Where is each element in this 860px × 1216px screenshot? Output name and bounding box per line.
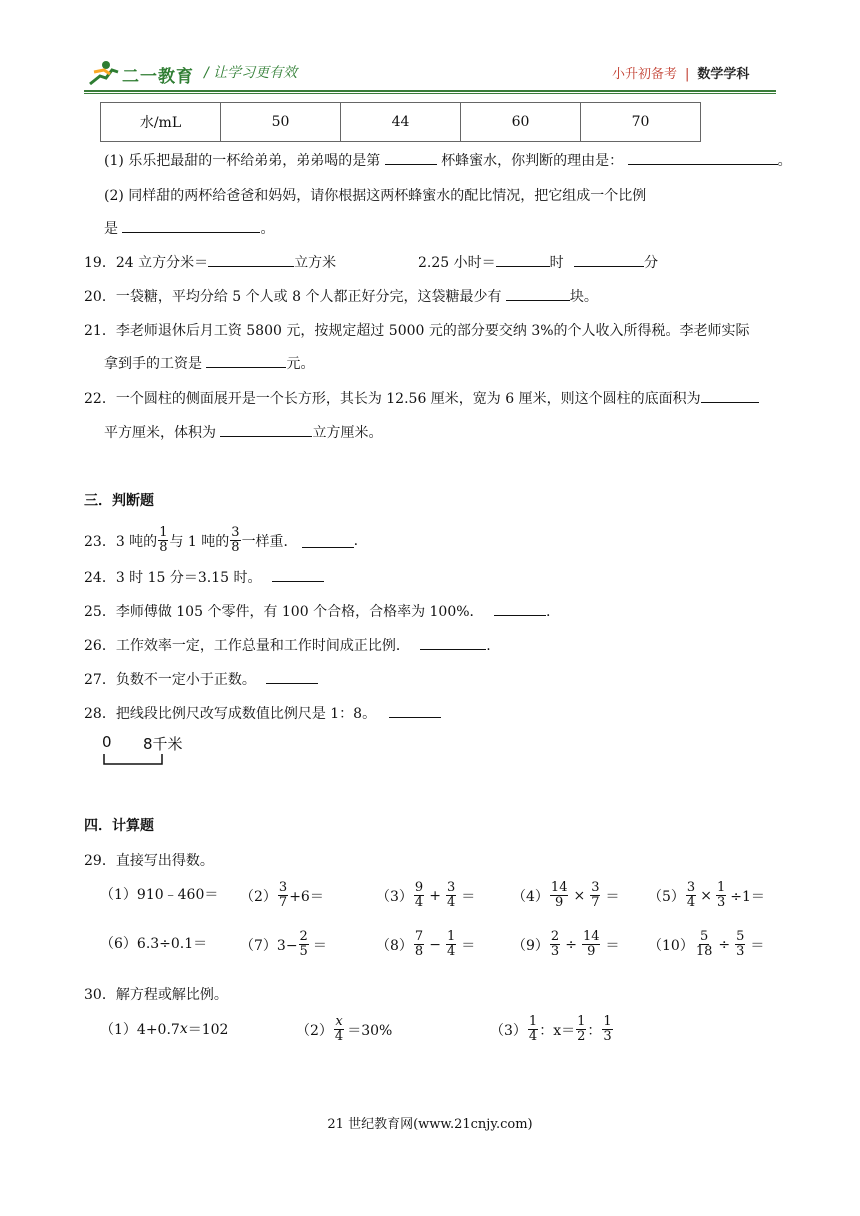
calc-item-4 xyxy=(512,881,619,910)
numerator: 1 xyxy=(446,929,456,944)
fraction xyxy=(414,881,424,910)
question-number: 21． xyxy=(84,323,116,339)
variable: x xyxy=(179,1021,188,1037)
q22-text-b: 平方厘米，体积为 xyxy=(104,425,216,441)
numerator: 5 xyxy=(736,929,745,944)
operator: ÷ xyxy=(565,936,577,953)
item-rest: ＝ xyxy=(605,888,620,905)
denominator: 2 xyxy=(577,1029,586,1044)
question-24 xyxy=(84,567,324,587)
numerator: 3 xyxy=(591,880,600,895)
item-label: （2） xyxy=(240,888,277,905)
question-25 xyxy=(84,601,550,621)
item-label: （8） xyxy=(376,937,413,954)
fraction xyxy=(735,930,745,959)
answer-blank[interactable] xyxy=(628,150,778,165)
calc-item-5 xyxy=(648,881,765,910)
question-number: 30． xyxy=(84,987,116,1003)
numerator: 1 xyxy=(577,1014,586,1029)
q23-text-b: 与 1 吨的 xyxy=(169,533,230,550)
q18-end2: 。 xyxy=(260,221,275,237)
q19-text-b: 立方米 xyxy=(294,255,337,271)
question-number: 23． xyxy=(84,533,116,550)
denominator: 18 xyxy=(695,944,713,959)
answer-blank[interactable] xyxy=(506,286,570,301)
question-number: 29． xyxy=(84,853,116,869)
numerator: 9 xyxy=(414,880,424,895)
numerator: x xyxy=(335,1014,343,1029)
question-number: 19． xyxy=(84,255,116,271)
honey-water-table xyxy=(100,102,701,142)
scale-bar xyxy=(100,733,200,773)
denominator: 4 xyxy=(414,895,424,910)
answer-blank[interactable] xyxy=(389,703,441,718)
denominator: 4 xyxy=(334,1029,344,1044)
question-number: 27． xyxy=(84,672,116,688)
q30-text: 解方程或解比例。 xyxy=(115,987,228,1003)
q20-text-a: 一袋糖，平均分给 5 个人或 8 个人都正好分完，这袋糖最少有 xyxy=(115,289,502,305)
item-middle: ：x＝ xyxy=(539,1022,576,1039)
q21-text-c: 元。 xyxy=(286,356,315,372)
numerator: 3 xyxy=(686,880,696,895)
denominator: 3 xyxy=(716,895,726,910)
fraction xyxy=(602,1015,612,1044)
question-26 xyxy=(84,635,491,655)
operator: − xyxy=(429,936,441,953)
question-number: 25． xyxy=(84,604,116,620)
item-label: （9） xyxy=(512,937,549,954)
question-20 xyxy=(84,286,598,306)
question-number: 24． xyxy=(84,570,116,586)
equation-2 xyxy=(296,1015,392,1044)
header-right xyxy=(612,63,749,82)
denominator: 3 xyxy=(603,1029,612,1044)
calc-item-2 xyxy=(240,881,324,910)
ratio-colon: ： xyxy=(587,1022,602,1039)
question-number: 28． xyxy=(84,706,116,722)
q18-part2-b xyxy=(104,218,274,238)
denominator: 3 xyxy=(736,944,745,959)
question-number: 20． xyxy=(84,289,116,305)
denominator: 8 xyxy=(231,540,240,555)
item-rest: ＝ xyxy=(750,937,765,954)
equation-1 xyxy=(100,1019,228,1039)
numerator: 1 xyxy=(528,1014,538,1029)
q23-end: . xyxy=(353,532,359,549)
denominator: 8 xyxy=(414,944,424,959)
q18-text-b: 杯蜂蜜水，你判断的理由是： xyxy=(441,153,624,169)
answer-blank[interactable] xyxy=(574,252,644,267)
question-23 xyxy=(84,526,358,555)
fraction xyxy=(528,1015,538,1044)
numerator: 1 xyxy=(159,525,168,540)
item-label: （2） xyxy=(296,1022,333,1039)
q22-text-c: 立方厘米。 xyxy=(312,425,383,441)
operator: × xyxy=(573,887,586,904)
item-rest: ＝ xyxy=(605,937,620,954)
calc-item-3 xyxy=(376,881,475,910)
question-22 xyxy=(84,388,759,408)
item-label: （10） xyxy=(648,937,694,954)
numerator: 14 xyxy=(550,880,568,895)
item-rest: ＝ xyxy=(312,937,327,954)
answer-blank[interactable] xyxy=(302,533,354,548)
answer-blank[interactable] xyxy=(494,601,546,616)
question-30 xyxy=(84,984,228,1004)
question-21 xyxy=(84,320,750,340)
numerator: 3 xyxy=(278,880,288,895)
equation-3 xyxy=(490,1015,614,1044)
table-cell: 44 xyxy=(341,103,461,142)
q25-end: . xyxy=(546,604,551,620)
table-cell: 60 xyxy=(461,103,581,142)
calc-item-8 xyxy=(376,930,475,959)
fraction xyxy=(576,1015,586,1044)
q26-text: 工作效率一定，工作总量和工作时间成正比例． xyxy=(115,638,410,654)
answer-blank[interactable] xyxy=(496,252,550,267)
table-row xyxy=(101,103,701,142)
scale-zero: 0 xyxy=(102,733,112,751)
scale-line-icon xyxy=(100,753,170,767)
calc-item-7 xyxy=(240,930,327,959)
section-title: 三．判断题 xyxy=(84,493,154,509)
header-divider-thin xyxy=(84,93,776,94)
fraction xyxy=(446,881,456,910)
denominator: 4 xyxy=(446,895,456,910)
denominator: 7 xyxy=(591,895,600,910)
fraction xyxy=(716,881,726,910)
fraction xyxy=(230,526,240,555)
item-rest: ÷1＝ xyxy=(730,888,765,905)
denominator: 3 xyxy=(550,944,560,959)
q21-text-a: 李老师退休后月工资 5800 元，按规定超过 5000 元的部分要交纳 3%的个人收入所得税。李老师实际 xyxy=(115,323,750,339)
numerator: 7 xyxy=(414,929,424,944)
answer-blank[interactable] xyxy=(420,635,486,650)
table-cell-label: 水/mL xyxy=(101,103,221,142)
answer-blank[interactable] xyxy=(208,252,294,267)
fraction xyxy=(414,930,424,959)
q22-text-a: 一个圆柱的侧面展开是一个长方形，其长为 12.56 厘米，宽为 6 厘米，则这个圆柱的底面积为 xyxy=(115,391,701,407)
q18-text-d: 是 xyxy=(104,221,118,237)
q18-part2 xyxy=(104,185,646,205)
answer-blank[interactable] xyxy=(385,150,437,165)
fraction xyxy=(158,526,168,555)
item-rest: ＝102 xyxy=(187,1022,229,1038)
item-label: （4） xyxy=(512,888,549,905)
fraction xyxy=(446,930,456,959)
q21-text-b: 拿到手的工资是 xyxy=(104,356,202,372)
denominator: 8 xyxy=(159,540,168,555)
item-label: （5） xyxy=(648,888,685,905)
numerator: 3 xyxy=(231,525,240,540)
answer-blank[interactable] xyxy=(701,388,759,403)
slogan: / 让学习更有效 xyxy=(204,65,298,81)
question-27 xyxy=(84,669,318,689)
q19-text-a: 24 立方分米＝ xyxy=(115,255,209,271)
answer-blank[interactable] xyxy=(206,353,286,368)
header-separator: | xyxy=(685,67,690,82)
question-21-b xyxy=(104,353,314,373)
numerator: 2 xyxy=(550,929,560,944)
denominator: 9 xyxy=(555,895,564,910)
exam-tag: 小升初备考 xyxy=(612,67,678,82)
fraction xyxy=(582,930,601,959)
item-label: （3） xyxy=(490,1022,527,1039)
numerator: 2 xyxy=(299,929,308,944)
numerator: 5 xyxy=(699,929,709,944)
question-number: 22． xyxy=(84,391,116,407)
page-footer: 21 世纪教育网(www.21cnjy.com) xyxy=(327,1117,533,1132)
denominator: 7 xyxy=(278,895,288,910)
fraction xyxy=(550,930,560,959)
operator: + xyxy=(429,887,441,904)
operator: ÷ xyxy=(718,936,731,953)
fraction xyxy=(550,881,569,910)
q28-text: 把线段比例尺改写成数值比例尺是 1：8。 xyxy=(115,706,377,722)
q18-text-c: (2) 同样甜的两杯给爸爸和妈妈，请你根据这两杯蜂蜜水的配比情况，把它组成一个比例 xyxy=(104,188,647,204)
denominator: 4 xyxy=(446,944,456,959)
table-cell: 70 xyxy=(581,103,701,142)
item-label: （3） xyxy=(376,888,413,905)
question-19-b xyxy=(418,252,658,272)
fraction xyxy=(590,881,600,910)
q25-text: 李师傅做 105 个零件，有 100 个合格，合格率为 100%． xyxy=(115,604,484,620)
fraction xyxy=(695,930,714,959)
question-22-b xyxy=(104,422,382,442)
item-label: （1）4+0.7 xyxy=(100,1022,180,1038)
section-title: 四．计算题 xyxy=(84,818,154,834)
answer-blank[interactable] xyxy=(272,567,324,582)
fraction xyxy=(278,881,288,910)
numerator: 3 xyxy=(446,880,456,895)
q27-text: 负数不一定小于正数。 xyxy=(115,672,256,688)
q18-end: 。 xyxy=(777,153,792,169)
item-rest: ＝ xyxy=(461,937,476,954)
q19-text-d: 时 xyxy=(549,255,564,271)
q18-part1 xyxy=(104,150,792,170)
scale-label: 8千米 xyxy=(143,735,183,753)
answer-blank[interactable] xyxy=(122,218,260,233)
denominator: 5 xyxy=(299,944,308,959)
answer-blank[interactable] xyxy=(266,669,318,684)
denominator: 9 xyxy=(587,944,596,959)
fraction xyxy=(686,881,696,910)
item-label: （7）3− xyxy=(240,937,298,954)
item-rest: ＝ xyxy=(461,888,476,905)
numerator: 1 xyxy=(603,1014,612,1029)
question-number: 26． xyxy=(84,638,116,654)
question-28 xyxy=(84,703,441,723)
question-29 xyxy=(84,850,214,870)
q23-text-a: 3 吨的 xyxy=(115,533,158,550)
q18-text-a: (1) 乐乐把最甜的一杯给弟弟，弟弟喝的是第 xyxy=(104,153,381,169)
answer-blank[interactable] xyxy=(220,422,312,437)
fraction xyxy=(299,930,309,959)
q29-text: 直接写出得数。 xyxy=(115,853,214,869)
q19-text-e: 分 xyxy=(644,255,659,271)
denominator: 4 xyxy=(686,895,696,910)
fraction xyxy=(334,1015,344,1044)
q20-text-b: 块。 xyxy=(569,289,598,305)
denominator: 4 xyxy=(528,1029,538,1044)
q24-text: 3 时 15 分＝3.15 时。 xyxy=(115,570,262,586)
q19-text-c: 2.25 小时＝ xyxy=(418,255,496,271)
logo-text: 二一教育 xyxy=(122,67,194,87)
numerator: 1 xyxy=(716,880,726,895)
calc-item-9 xyxy=(512,930,619,959)
item-rest: ＝30% xyxy=(347,1022,393,1039)
table-cell: 50 xyxy=(221,103,341,142)
question-19 xyxy=(84,252,336,272)
subject-tag: 数学学科 xyxy=(697,67,750,82)
calc-item-6: （6）6.3÷0.1＝ xyxy=(100,936,208,952)
header-divider xyxy=(84,90,776,92)
operator: × xyxy=(700,887,712,904)
numerator: 14 xyxy=(582,929,600,944)
q26-end: . xyxy=(486,638,491,654)
calc-item-10 xyxy=(648,930,764,959)
q23-text-c: 一样重． xyxy=(241,533,298,550)
item-rest: +6＝ xyxy=(289,888,324,905)
calc-item-1: （1）910﹣460＝ xyxy=(100,887,219,903)
